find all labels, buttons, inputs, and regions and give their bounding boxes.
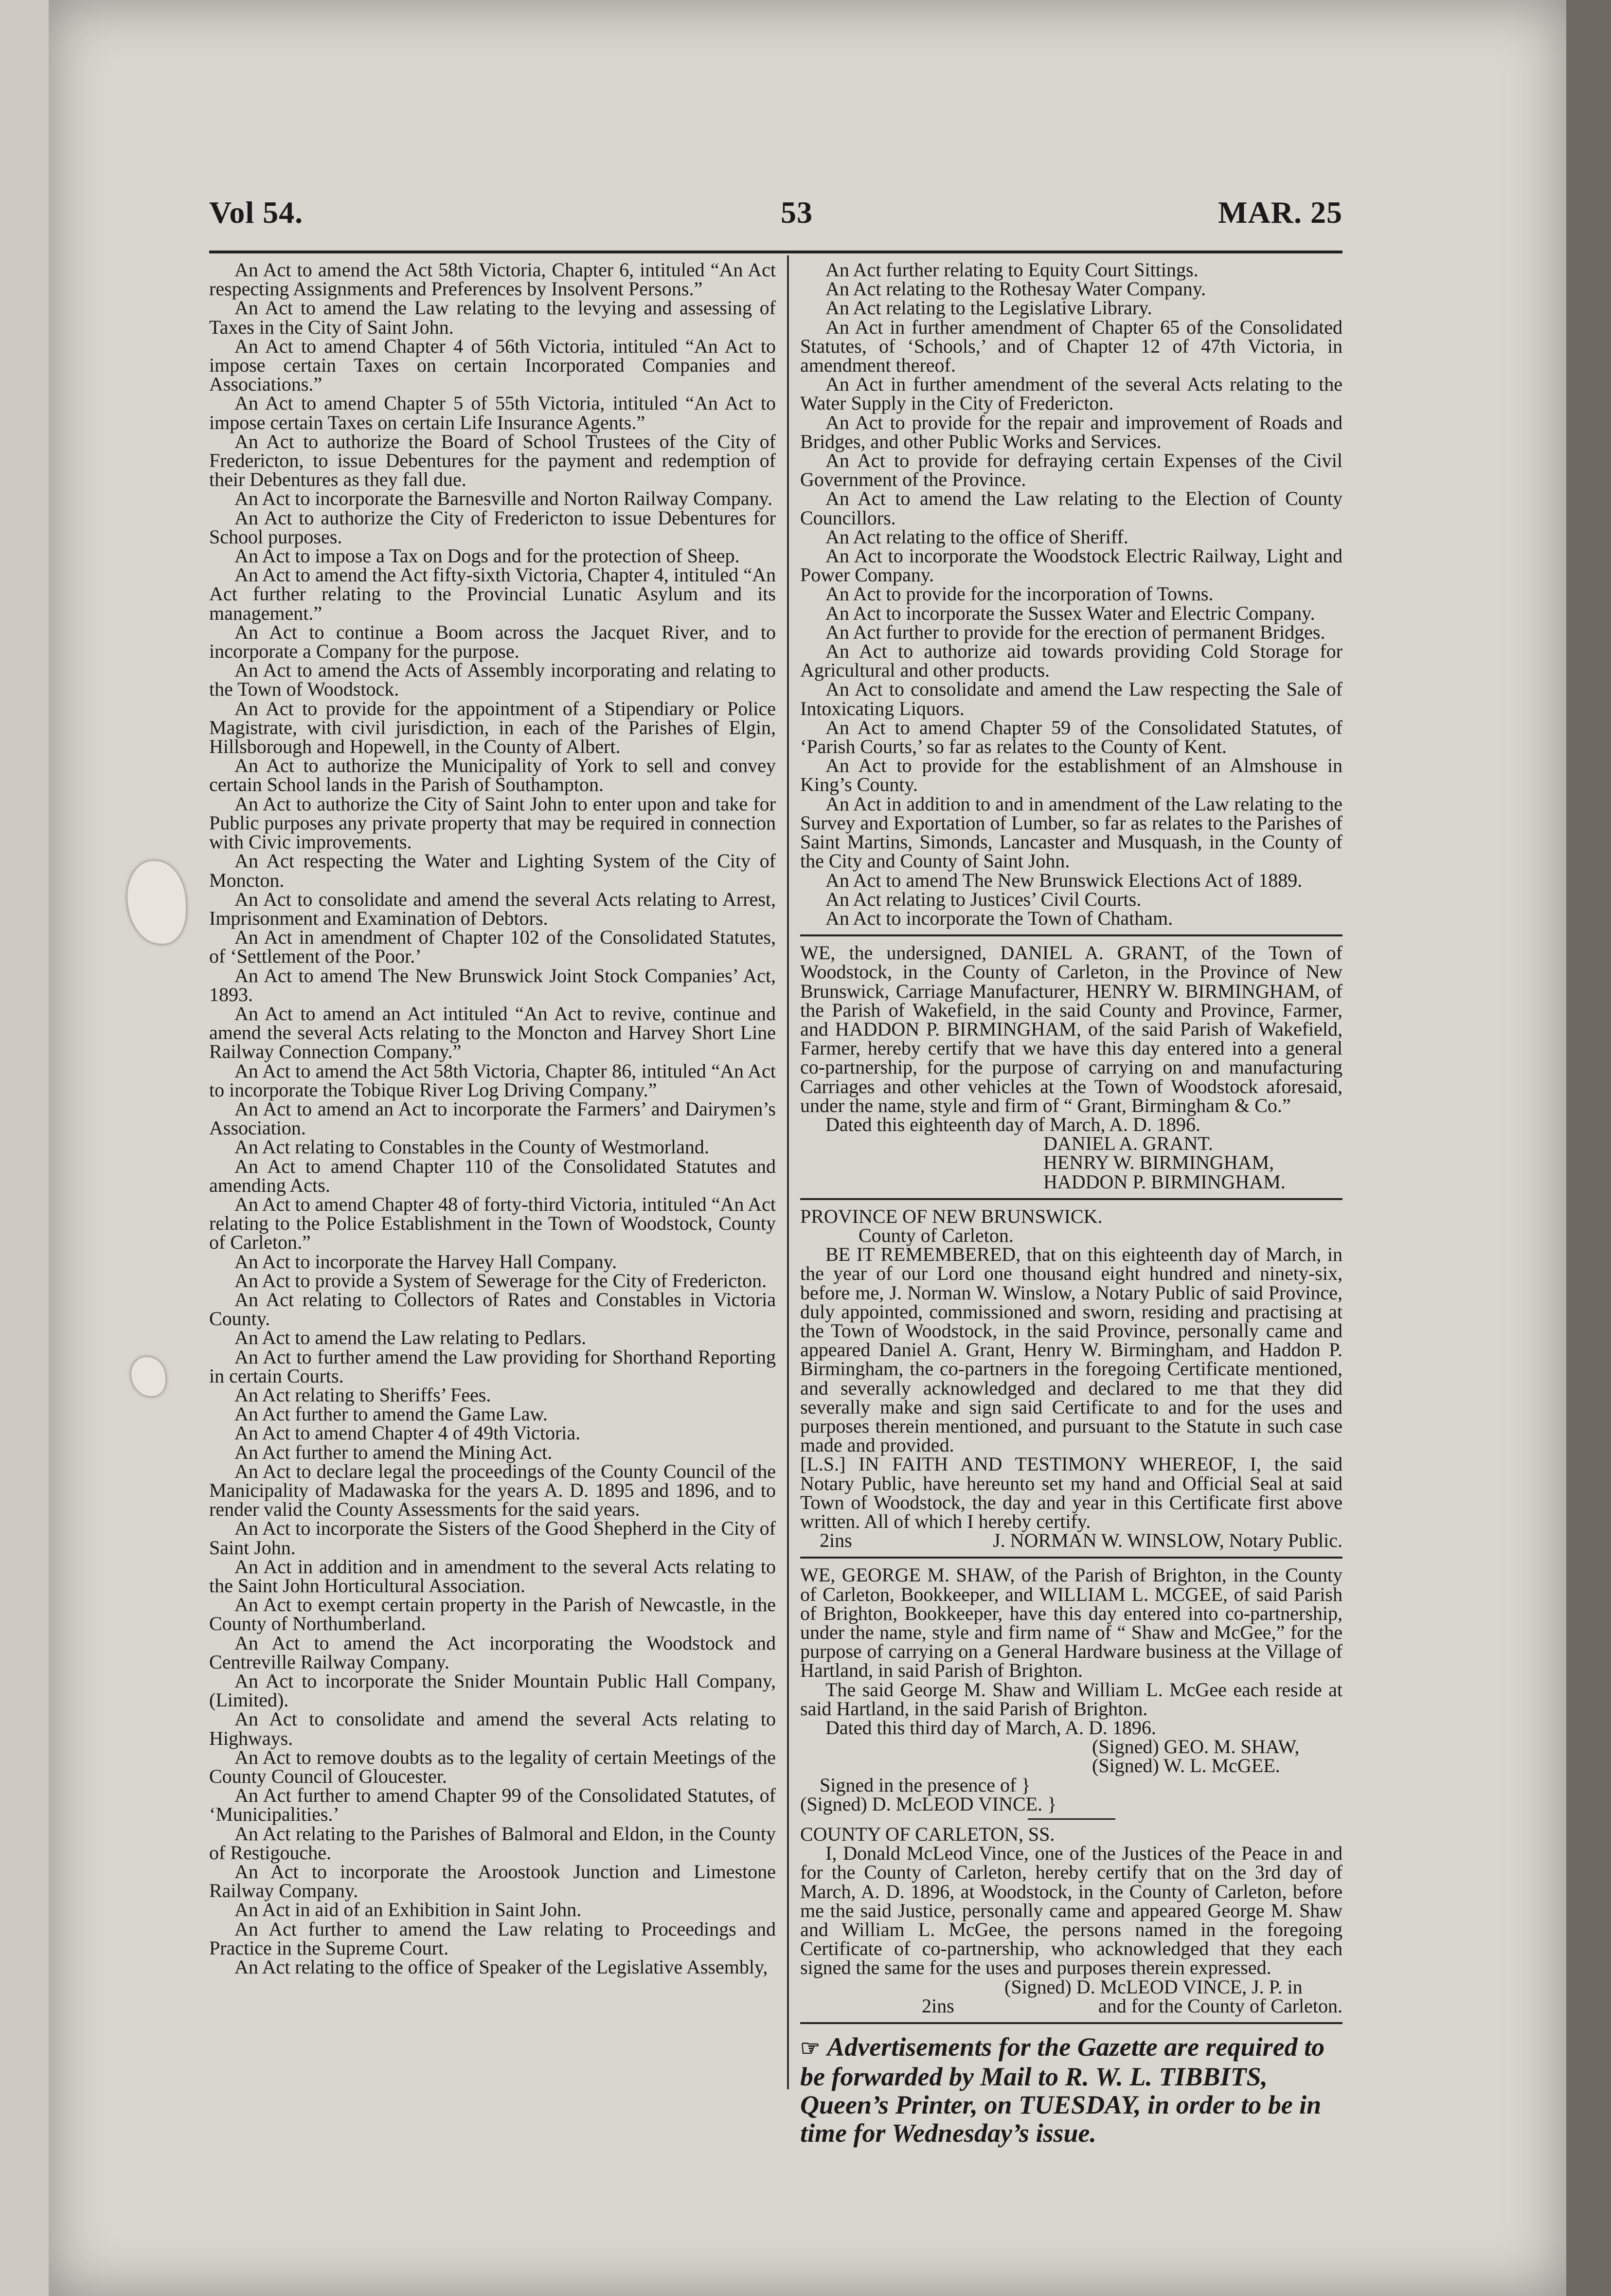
act-item: An Act further to amend Chapter 99 of the Consolidated Statutes, of ‘Municipalities.’ — [209, 1784, 776, 1826]
page-edge-left — [0, 0, 49, 2296]
witness-line: (Signed) D. McLEOD VINCE. } — [800, 1793, 1057, 1815]
act-item: An Act to provide a System of Sewerage for the City of Fredericton. — [234, 1269, 767, 1292]
act-item: An Act to incorporate the Aroostook Junction and Limestone Railway Company. — [209, 1861, 776, 1902]
acts-list-left — [209, 260, 776, 1976]
act-item: An Act to authorize aid towards providing Cold Storage for Agricultural and other products. — [800, 640, 1342, 682]
page-header — [209, 185, 1342, 238]
act-item: An Act to authorize the Board of School Trustees of the City of Fredericton, to issue Debentures for the payment and redemption of their Debentures as they fall due. — [209, 430, 776, 491]
notice-body: WE, GEORGE M. SHAW, of the Parish of Brighton, in the County of Carleton, Bookkeeper, and WILLIAM L. MCGEE, of said Parish of Brighton, Bookkeeper, have this day entered into co-partnership, under the name, style and firm name of “ Shaw and McGee,” for the purpose of carrying on a General Hardware business at the Village of Hartland, in said Parish of Brighton. — [800, 1564, 1342, 1682]
section-rule — [800, 1198, 1342, 1200]
insertion-count: 2ins — [820, 1529, 852, 1552]
act-item: An Act further to amend the Game Law. — [234, 1403, 548, 1425]
column-divider — [787, 255, 789, 2089]
act-item: An Act to continue a Boom across the Jacquet River, and to incorporate a Company for the purpose. — [209, 621, 776, 663]
act-item: An Act relating to Sheriffs’ Fees. — [234, 1383, 491, 1406]
issue-date: MAR. 25 — [1218, 195, 1342, 230]
act-item: An Act to amend Chapter 48 of forty-third Victoria, intituled “An Act relating to the Police Establishment in the Town of Woodstock, County of Carleton.” — [209, 1193, 776, 1254]
act-item: An Act to consolidate and amend the several Acts relating to Highways. — [209, 1708, 776, 1749]
act-item: An Act to provide for the establishment of an Almshouse in King’s County. — [800, 754, 1342, 796]
act-item: An Act to amend the Act incorporating the Woodstock and Centreville Railway Company. — [209, 1632, 776, 1673]
notice-heading: PROVINCE OF NEW BRUNSWICK. — [800, 1205, 1103, 1227]
act-item: An Act to provide for the repair and improvement of Roads and Bridges, and other Public Works and Services. — [800, 411, 1342, 452]
notice-date: Dated this eighteenth day of March, A. D. 1896. — [825, 1113, 1200, 1135]
act-item: An Act to incorporate the Harvey Hall Company. — [234, 1250, 617, 1273]
header-rule — [209, 251, 1342, 253]
witness-line: Signed in the presence of } — [820, 1774, 1031, 1796]
act-item: An Act to amend The New Brunswick Elections Act of 1889. — [825, 869, 1303, 891]
seal-mark: [L.S.] — [800, 1453, 846, 1475]
act-item: An Act to incorporate the Woodstock Electric Railway, Light and Power Company. — [800, 545, 1342, 586]
signatory: (Signed) W. L. McGEE. — [1092, 1755, 1280, 1777]
act-item: An Act further to amend the Mining Act. — [234, 1441, 553, 1463]
act-item: An Act to declare legal the proceedings of the County Council of the Manicipality of Madawaska for the years A. D. 1895 and 1896, and to render valid the County Assessments for the said years. — [209, 1460, 776, 1521]
act-item: An Act to amend the Law relating to the Election of County Councillors. — [800, 487, 1342, 529]
signatory: (Signed) GEO. M. SHAW, — [1092, 1736, 1300, 1758]
act-item: An Act to incorporate the Sisters of the Good Shepherd in the City of Saint John. — [209, 1517, 776, 1559]
act-item: An Act to amend the Law relating to the levying and assessing of Taxes in the City of Saint John. — [209, 297, 776, 338]
act-item: An Act respecting the Water and Lighting System of the City of Moncton. — [209, 850, 776, 891]
pointing-hand-icon: ☞ — [800, 2036, 821, 2061]
act-item: An Act to further amend the Law providing for Shorthand Reporting in certain Courts. — [209, 1345, 776, 1387]
act-item: An Act to amend the Act fifty-sixth Victoria, Chapter 4, intituled “An Act further relating to the Provincial Lunatic Asylum and its management.” — [209, 564, 776, 624]
notice-date: Dated this third day of March, A. D. 1896. — [825, 1717, 1156, 1739]
section-rule — [800, 934, 1342, 936]
act-item: An Act in addition to and in amendment of the Law relating to the Survey and Exportation of Lumber, so far as relates to the Parishes of Saint Martins, Simonds, Lancaster and Musquash, in the County of the City and County of Saint John. — [800, 792, 1342, 872]
section-rule — [800, 1557, 1342, 1559]
acts-list-right — [800, 260, 1342, 928]
act-item: An Act in further amendment of the several Acts relating to the Water Supply in the City of Fredericton. — [800, 373, 1342, 414]
section-rule — [800, 2022, 1342, 2024]
notice-heading: COUNTY OF CARLETON, SS. — [800, 1823, 1055, 1846]
notary-signature: J. NORMAN W. WINSLOW, Notary Public. — [993, 1529, 1342, 1552]
act-item: An Act to incorporate the Barnesville and Norton Railway Company. — [234, 487, 773, 510]
notice-county: County of Carleton. — [859, 1224, 1014, 1246]
act-item: An Act relating to the office of Speaker of the Legislative Assembly, — [234, 1956, 768, 1978]
page-edge-right — [1566, 0, 1611, 2296]
act-item: An Act to amend the Law relating to Pedlars. — [234, 1327, 587, 1349]
act-item: An Act relating to Justices’ Civil Courts. — [825, 888, 1142, 910]
section-rule-short — [1028, 1818, 1115, 1820]
act-item: An Act in addition and in amendment to the several Acts relating to the Saint John Horticultural Association. — [209, 1555, 776, 1597]
page-number: 53 — [781, 195, 813, 230]
act-item: An Act further to provide for the erection of permanent Bridges. — [825, 621, 1325, 643]
justice-county: and for the County of Carleton. — [1098, 1994, 1342, 2017]
act-item: An Act relating to Constables in the County of Westmorland. — [234, 1136, 709, 1158]
justice-certificate-notice — [800, 1825, 1342, 2015]
notary-certificate-notice — [800, 1207, 1342, 1550]
act-item: An Act to amend an Act intituled “An Act to revive, continue and amend the several Acts relating to the Moncton and Harvey Short Line Railway Connection Company.” — [209, 1002, 776, 1063]
signatory: HADDON P. BIRMINGHAM. — [1043, 1170, 1286, 1193]
right-column — [800, 260, 1342, 2173]
act-item: An Act in amendment of Chapter 102 of the Consolidated Statutes, of ‘Settlement of the Poor.’ — [209, 926, 776, 968]
act-item: An Act relating to Collectors of Rates and Constables in Victoria County. — [209, 1288, 776, 1330]
act-item: An Act to incorporate the Sussex Water and Electric Company. — [825, 602, 1315, 624]
advertisement-text: Advertisements for the Gazette are required to be forwarded by Mail to R. W. L. TIBBITS, Queen’s Printer, on TUESDAY, in order to be in time for Wednesday’s issue. — [800, 2032, 1325, 2148]
act-item: An Act further relating to Equity Court Sittings. — [825, 259, 1199, 281]
act-item: An Act relating to the Legislative Library. — [825, 297, 1152, 319]
act-item: An Act further to amend the Law relating to Proceedings and Practice in the Supreme Court. — [209, 1918, 776, 1959]
signatory: HENRY W. BIRMINGHAM, — [1043, 1151, 1274, 1174]
act-item: An Act to consolidate and amend the Law respecting the Sale of Intoxicating Liquors. — [800, 678, 1342, 719]
advertisement-notice — [800, 2033, 1342, 2147]
act-item: An Act to amend the Acts of Assembly incorporating and relating to the Town of Woodstock. — [209, 659, 776, 700]
act-item: An Act in aid of an Exhibition in Saint John. — [234, 1899, 582, 1921]
act-item: An Act to incorporate the Town of Chatham. — [825, 907, 1173, 929]
act-item: An Act to consolidate and amend the several Acts relating to Arrest, Imprisonment and Examination of Debtors. — [209, 888, 776, 929]
act-item: An Act to authorize the City of Fredericton to issue Debentures for School purposes. — [209, 506, 776, 548]
act-item: An Act to amend the Act 58th Victoria, Chapter 86, intituled “An Act to incorporate the Tobique River Log Driving Company.” — [209, 1059, 776, 1101]
grant-partnership-notice — [800, 943, 1342, 1191]
act-item: An Act relating to the Parishes of Balmoral and Eldon, in the County of Restigouche. — [209, 1822, 776, 1864]
act-item: An Act to amend Chapter 59 of the Consolidated Statutes, of ‘Parish Courts,’ so far as relates to the County of Kent. — [800, 716, 1342, 758]
act-item: An Act in further amendment of Chapter 65 of the Consolidated Statutes, of ‘Schools,’ and of Chapter 12 of 47th Victoria, in amendment thereof. — [800, 316, 1342, 377]
volume-label: Vol 54. — [209, 195, 304, 230]
act-item: An Act to amend the Act 58th Victoria, Chapter 6, intituled “An Act respecting Assignments and Preferences by Insolvent Persons.” — [209, 259, 776, 300]
act-item: An Act to authorize the City of Saint John to enter upon and take for Public purposes any private property that may be required in connection with Civic improvements. — [209, 792, 776, 853]
insertion-count: 2ins — [922, 1994, 954, 2017]
act-item: An Act to remove doubts as to the legality of certain Meetings of the County Council of Gloucester. — [209, 1746, 776, 1788]
act-item: An Act relating to the Rothesay Water Company. — [825, 278, 1206, 300]
notice-residence: The said George M. Shaw and William L. McGee each reside at said Hartland, in the said Parish of Brighton. — [800, 1678, 1342, 1720]
act-item: An Act to incorporate the Snider Mountain Public Hall Company, (Limited). — [209, 1670, 776, 1711]
act-item: An Act to amend Chapter 4 of 49th Victoria. — [234, 1422, 581, 1444]
act-item: An Act to amend an Act to incorporate the Farmers’ and Dairymen’s Association. — [209, 1097, 776, 1139]
act-item: An Act to authorize the Municipality of York to sell and convey certain School lands in the Parish of Southampton. — [209, 754, 776, 796]
act-item: An Act to provide for the appointment of a Stipendiary or Police Magistrate, with civil jurisdiction, in each of the Parishes of Elgin, Hillsborough and Hopewell, in the County of Albert. — [209, 697, 776, 758]
act-item: An Act to amend Chapter 110 of the Consolidated Statutes and amending Acts. — [209, 1155, 776, 1196]
act-item: An Act to impose a Tax on Dogs and for the protection of Sheep. — [234, 545, 740, 567]
act-item: An Act to provide for defraying certain Expenses of the Civil Government of the Province. — [800, 449, 1342, 491]
notice-body: I, Donald McLeod Vince, one of the Justices of the Peace in and for the County of Carleton, hereby certify that on the 3rd day of March, A. D. 1896, at Woodstock, in the County of Carleton, before me the said Justice, personally came and appeared George M. Shaw and William L. McGee, the persons named in the foregoing Certificate of co-partnership, who acknowledged that they each signed the same for the uses and purposes therein expressed. — [800, 1842, 1342, 1979]
act-item: An Act relating to the office of Sheriff. — [825, 525, 1128, 548]
act-item: An Act to exempt certain property in the Parish of Newcastle, in the County of Northumberland. — [209, 1594, 776, 1635]
signatory: DANIEL A. GRANT. — [1043, 1132, 1213, 1155]
justice-signature: (Signed) D. McLEOD VINCE, J. P. in — [1004, 1975, 1303, 1998]
act-item: An Act to amend Chapter 5 of 55th Victoria, intituled “An Act to impose certain Taxes on certain Life Insurance Agents.” — [209, 392, 776, 433]
notice-body: WE, the undersigned, DANIEL A. GRANT, of the Town of Woodstock, in the County of Carleton, in the Province of New Brunswick, Carriage Manufacturer, HENRY W. BIRMINGHAM, of the Parish of Wakefield, in the said County and Province, Farmer, and HADDON P. BIRMINGHAM, of the said Parish of Wakefield, Farmer, hereby certify that we have this day entered into a general co-partnership, for the purpose of carrying on and manufacturing Carriages and other vehicles at the Town of Woodstock aforesaid, under the name, style and firm of “ Grant, Birmingham & Co.” — [800, 942, 1342, 1116]
notice-body: BE IT REMEMBERED, that on this eighteenth day of March, in the year of our Lord one thousand eight hundred and ninety-six, before me, J. Norman W. Winslow, a Notary Public of said Province, duly appointed, commissioned and sworn, residing and practising at the Town of Woodstock, in the said Province, personally came and appeared Daniel A. Grant, Henry W. Birmingham, and Haddon P. Birmingham, the co-partners in the foregoing Certificate mentioned, and severally acknowledged and declared to me that they did severally make and sign said Certificate to and for the uses and purposes therein mentioned, and pursuant to the Statute in such case made and provided. — [800, 1243, 1342, 1456]
act-item: An Act to amend The New Brunswick Joint Stock Companies’ Act, 1893. — [209, 964, 776, 1005]
act-item: An Act to amend Chapter 4 of 56th Victoria, intituled “An Act to impose certain Taxes on certain Incorporated Companies and Associations.” — [209, 335, 776, 395]
act-item: An Act to provide for the incorporation of Towns. — [825, 583, 1214, 605]
shaw-partnership-notice — [800, 1565, 1342, 1813]
testimony-text: IN FAITH AND TESTIMONY WHEREOF, I, the said Notary Public, have hereunto set my hand and Official Seal at said Town of Woodstock, the day and year in this Certificate first above written. All of which I hereby certify. — [800, 1453, 1342, 1532]
